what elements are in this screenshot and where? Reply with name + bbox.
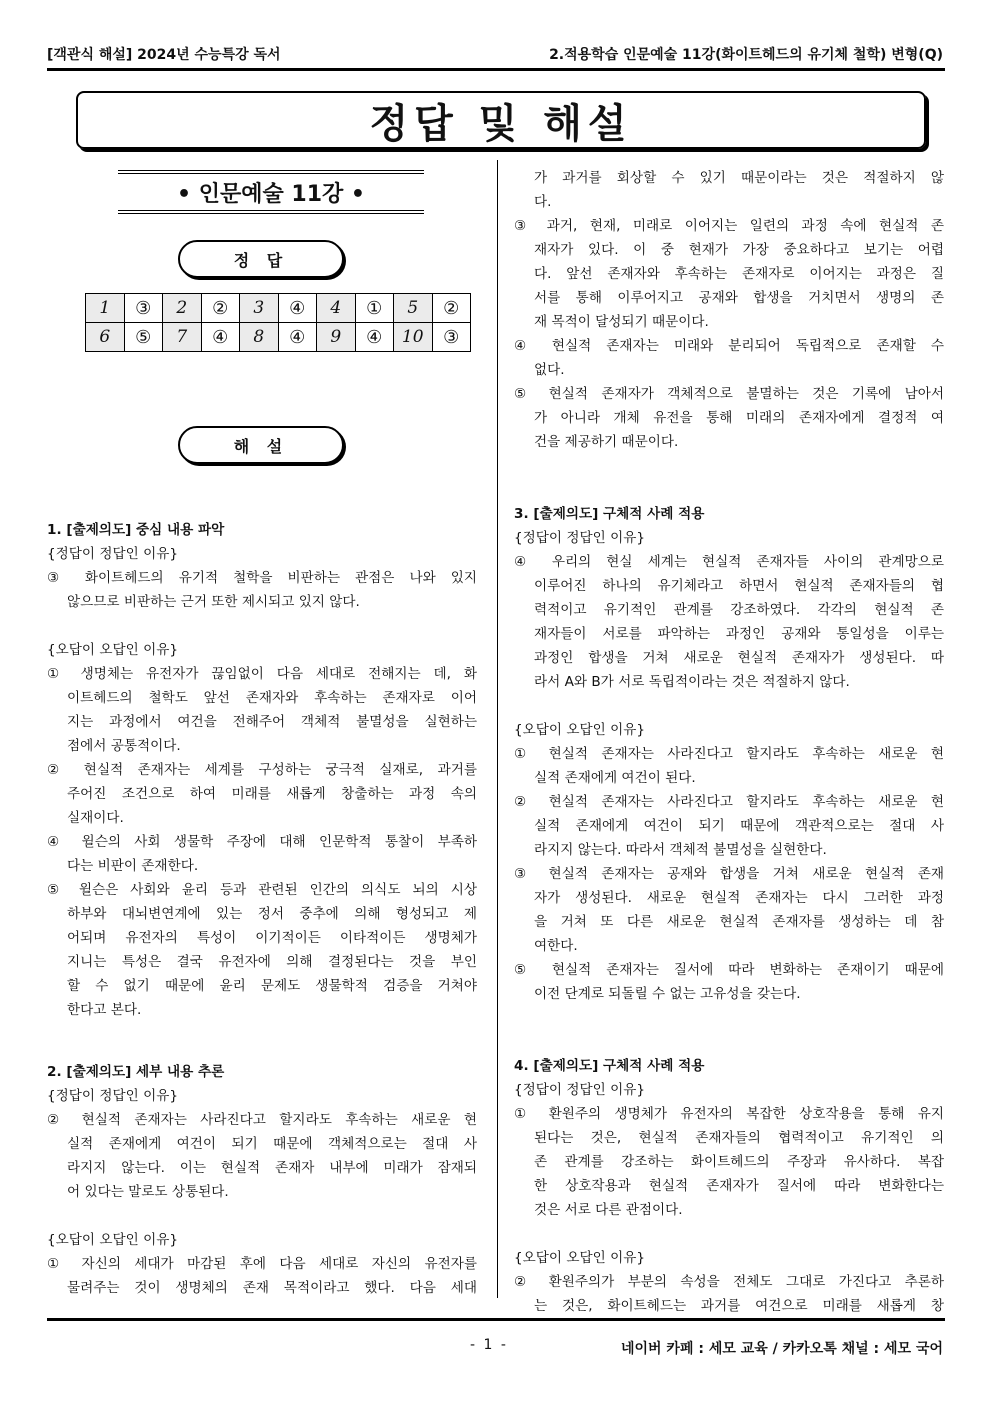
question-number: 7 [163,323,202,352]
question-heading: 2. [출제의도] 세부 내용 추론 [47,1064,225,1080]
answer-row [86,323,471,352]
explanation-line: ① 환원주의 생명체가 유전자의 복잡한 상호작용을 통해 유지 [514,1106,944,1122]
explanation-line: 어 있다는 말로도 상통된다. [67,1184,229,1200]
right-column [514,166,944,1318]
answer-mark: ② [432,294,471,323]
left-column [47,518,477,1300]
explanation-line: 이전 단계로 되돌릴 수 없는 고유성을 갖는다. [534,986,801,1002]
section-subheading: {정답이 정답인 이유} [514,1082,645,1098]
explanation-line: ② 현실적 존재자는 사라진다고 할지라도 후속하는 새로운 현 [514,794,944,810]
explanation-line: 실적 존재에게 여건이 된다. [534,770,696,786]
explanation-line: 된다는 것은, 현실적 존재자들의 협력적이고 유기적인 의 [534,1130,944,1146]
section-subheading: {오답이 오답인 이유} [47,642,178,658]
question-number: 9 [317,323,356,352]
explanation-line: ④ 우리의 현실 세계는 현실적 존재자들 사이의 관계망으로 [514,554,944,570]
explanation-line: 재자들이 서로를 파악하는 과정인 공재와 통일성을 이루는 [534,626,944,642]
question-number: 3 [240,294,279,323]
page-number: - 1 - [470,1337,508,1353]
answer-table [85,293,471,352]
answer-mark: ② [201,294,240,323]
explanation-line: ③ 현실적 존재자는 공재와 합생을 거쳐 새로운 현실적 존재 [514,866,944,882]
answer-row [86,294,471,323]
answer-mark: ④ [201,323,240,352]
question-number: 6 [86,323,125,352]
header-rule [47,68,945,71]
explanation-line: 않으므로 비판하는 근거 또한 제시되고 있지 않다. [67,594,360,610]
explanation-line: 이트헤드의 철학도 앞선 존재자와 후속하는 존재자로 이어 [67,690,477,706]
question-number: 5 [394,294,433,323]
explanation-line: 다. 앞선 존재자와 후속하는 존재자로 이어지는 과정은 질 [534,266,944,282]
answer-mark: ③ [432,323,471,352]
explanation-line: 존 관계를 강조하는 화이트헤드의 주장과 유사하다. 복잡 [534,1154,944,1170]
explanation-line: 건을 제공하기 때문이다. [534,434,679,450]
explanation-line: ② 환원주의가 부분의 속성을 전체도 그대로 가진다고 추론하 [514,1274,944,1290]
explanation-line: 어되며 유전자의 특성이 이기적이든 이타적이든 생명체가 [67,930,477,946]
explanation-line: ③ 화이트헤드의 유기적 철학을 비판하는 관점은 나와 있지 [47,570,477,586]
explanation-line: 다. [534,194,552,210]
question-number: 4 [317,294,356,323]
explanation-line: ② 현실적 존재자는 사라진다고 할지라도 후속하는 새로운 현 [47,1112,477,1128]
explanation-line: ⑤ 윌슨은 사회와 윤리 등과 관련된 인간의 의식도 뇌의 시상 [47,882,477,898]
explanation-line: ③ 과거, 현재, 미래로 이어지는 일련의 과정 속에 현실적 존 [514,218,944,234]
explanation-line: ⑤ 현실적 존재자는 질서에 따라 변화하는 존재이기 때문에 [514,962,944,978]
question-number: 2 [163,294,202,323]
explanation-line: ① 현실적 존재자는 사라진다고 할지라도 후속하는 새로운 현 [514,746,944,762]
question-number: 1 [86,294,125,323]
explanation-line: 점에서 공통적이다. [67,738,181,754]
explanation-line: ① 생명체는 유전자가 끊임없이 다음 세대로 전해지는 데, 화 [47,666,477,682]
explanation-line: 물려주는 것이 생명체의 존재 목적이라고 했다. 다음 세대 [67,1280,477,1296]
explanation-line: 지니는 특성은 결국 유전자에 의해 결정된다는 것을 부인 [67,954,477,970]
explanation-line: 력적이고 유기적인 관계를 강조하였다. 각각의 현실적 존 [534,602,944,618]
footer-contact: 네이버 카페 : 세모 교육 / 카카오톡 채널 : 세모 국어 [620,1341,943,1357]
section-subheading: {오답이 오답인 이유} [514,1250,645,1266]
question-heading: 1. [출제의도] 중심 내용 파악 [47,522,225,538]
explanation-line: ② 현실적 존재자는 세계를 구성하는 궁극적 실재로, 과거를 [47,762,477,778]
explanation-line: 것은 서로 다른 관점이다. [534,1202,683,1218]
explanation-line: 한다고 본다. [67,1002,142,1018]
column-divider [497,160,498,1298]
explanation-line: ④ 현실적 존재자는 미래와 분리되어 독립적으로 존재할 수 [514,338,944,354]
explanation-line: ④ 윌슨의 사회 생물학 주장에 대해 인문학적 통찰이 부족하 [47,834,477,850]
page-title: 정답 및 해설 [369,100,633,147]
explanation-line: 지는 과정에서 여건을 전해주어 객체적 불멸성을 실현하는 [67,714,477,730]
explanation-line: 라지지 않는다. 따라서 객체적 불멸성을 실현한다. [534,842,827,858]
explanation-line: 실적 존재에게 여건이 되기 때문에 객체적으로는 절대 사 [67,1136,477,1152]
explanation-line: 을 거쳐 또 다른 새로운 현실적 존재자를 생성하는 데 참 [534,914,944,930]
explanation-line: 재 목적이 달성되기 때문이다. [534,314,709,330]
question-heading: 4. [출제의도] 구체적 사례 적용 [514,1058,705,1074]
lesson-title: • 인문예술 11강 • [177,181,365,207]
explanation-line: 라지지 않는다. 이는 현실적 존재자 내부에 미래가 잠재되 [67,1160,477,1176]
explanation-line: 가 아니라 개체 유전을 통해 미래의 존재자에게 결정적 여 [534,410,944,426]
explanation-line: 실적 존재에게 여건이 되기 때문에 객관적으로는 절대 사 [534,818,944,834]
title-box [76,91,926,149]
explanation-line: ⑤ 현실적 존재자가 객체적으로 불멸하는 것은 기록에 남아서 [514,386,944,402]
section-subheading: {정답이 정답인 이유} [514,530,645,546]
explanation-line: 없다. [534,362,565,378]
section-subheading: {정답이 정답인 이유} [47,1088,178,1104]
answer-label: 정 답 [178,240,344,278]
explanation-line: 다는 비판이 존재한다. [67,858,199,874]
lesson-banner [118,170,424,214]
explanation-line: 주어진 조건으로 하여 미래를 새롭게 창출하는 과정 속의 [67,786,477,802]
answer-mark: ④ [278,323,317,352]
header-right: 2.적용학습 인문예술 11강(화이트헤드의 유기체 철학) 변형(Q) [549,47,943,63]
explanation-line: 이루어진 하나의 유기체라고 하면서 현실적 존재자들의 협 [534,578,944,594]
question-heading: 3. [출제의도] 구체적 사례 적용 [514,506,705,522]
question-number: 10 [394,323,433,352]
answer-mark: ⑤ [124,323,163,352]
question-number: 8 [240,323,279,352]
explanation-line: 라서 A와 B가 서로 독립적이라는 것은 적절하지 않다. [534,674,850,690]
explanation-line: 자가 생성된다. 새로운 현실적 존재자는 다시 그러한 과정 [534,890,944,906]
section-subheading: {정답이 정답인 이유} [47,546,178,562]
explanation-line: 서를 통해 이루어지고 공재와 합생을 거치면서 생명의 존 [534,290,944,306]
section-subheading: {오답이 오답인 이유} [47,1232,178,1248]
answer-mark: ① [355,294,394,323]
explanation-line: 과정인 합생을 거쳐 새로운 현실적 존재자가 생성된다. 따 [534,650,944,666]
explanation-line: 여한다. [534,938,578,954]
answer-mark: ④ [278,294,317,323]
answer-mark: ③ [124,294,163,323]
explanation-line: 하부와 대뇌변연계에 있는 정서 중추에 의해 형성되고 제 [67,906,477,922]
explanation-line: 재자가 있다. 이 중 현재가 가장 중요하다고 보기는 어렵 [534,242,944,258]
explanation-line: ① 자신의 세대가 마감된 후에 다음 세대로 자신의 유전자를 [47,1256,477,1272]
explanation-line: 할 수 없기 때문에 윤리 문제도 생물학적 검증을 거쳐야 [67,978,477,994]
explanation-line: 가 과거를 회상할 수 있기 때문이라는 것은 적절하지 않 [534,170,944,186]
explanation-line: 한 상호작용과 현실적 존재자가 질서에 따라 변화한다는 [534,1178,944,1194]
explanation-label: 해 설 [178,426,344,464]
header-left: [객관식 해설] 2024년 수능특강 독서 [47,47,281,63]
explanation-line: 실재이다. [67,810,124,826]
section-subheading: {오답이 오답인 이유} [514,722,645,738]
footer-rule [47,1318,945,1321]
answer-mark: ④ [355,323,394,352]
explanation-line: 는 것은, 화이트헤드는 과거를 여건으로 미래를 새롭게 창 [534,1298,944,1314]
